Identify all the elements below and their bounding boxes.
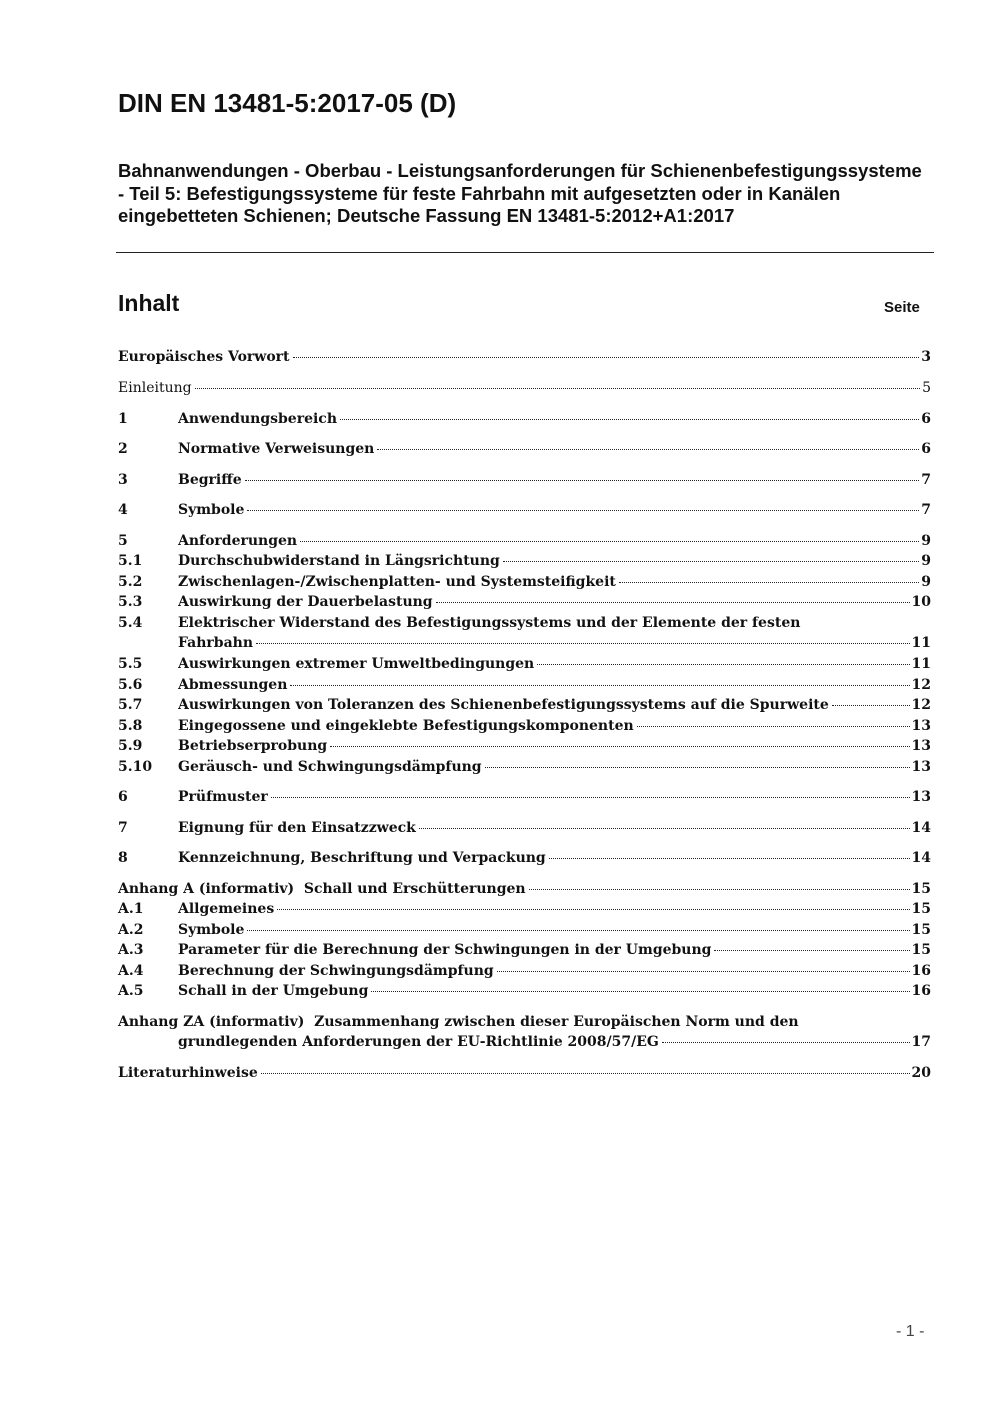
toc-entry-page: 7 xyxy=(921,472,931,488)
toc-entry-page: 12 xyxy=(911,677,931,693)
toc-entry-title: Symbole xyxy=(178,922,245,938)
toc-entry-number: 6 xyxy=(118,789,128,805)
toc-entry-annex-a[interactable] xyxy=(118,879,931,900)
toc-entry-a-5[interactable] xyxy=(118,981,931,1002)
toc-leader-dots xyxy=(247,509,919,511)
toc-entry-5-4[interactable] xyxy=(118,613,931,634)
toc-entry-page: 9 xyxy=(921,574,931,590)
toc-entry-number: A.3 xyxy=(118,942,144,958)
toc-entry-5-6[interactable] xyxy=(118,675,931,696)
toc-entry-title: Schall in der Umgebung xyxy=(178,983,369,999)
toc-entry-number: A.1 xyxy=(118,901,144,917)
toc-entry-5-7[interactable] xyxy=(118,695,931,716)
toc-entry-annex-za-continued[interactable] xyxy=(118,1032,931,1053)
toc-entry-title: Anforderungen xyxy=(178,533,298,549)
document-subtitle: Bahnanwendungen - Oberbau - Leistungsanforderungen für Schienenbefestigungssysteme - Teil 5: Befestigungssysteme für feste Fahrbahn mit aufgesetzten oder in Kanälen eingebetteten Schienen; Deutsche Fassung EN 13481-5:2012+A1:2017 xyxy=(118,160,922,226)
toc-entry-title: Anhang A (informativ) Schall und Erschütterungen xyxy=(118,881,526,897)
toc-entry-a-4[interactable] xyxy=(118,961,931,982)
toc-entry-5-3[interactable] xyxy=(118,592,931,613)
toc-entry-title: Auswirkungen von Toleranzen des Schienenbefestigungssystems auf die Spurweite xyxy=(178,697,829,713)
toc-entry-page: 14 xyxy=(911,850,931,866)
toc-entry-5-2[interactable] xyxy=(118,572,931,593)
toc-entry-5[interactable] xyxy=(118,531,931,552)
toc-entry-page: 13 xyxy=(911,759,931,775)
toc-entry-number: 5.10 xyxy=(118,759,153,775)
toc-leader-dots xyxy=(419,827,910,829)
toc-entry-number: 5.2 xyxy=(118,574,143,590)
toc-entry-title: Prüfmuster xyxy=(178,789,268,805)
toc-entry-2[interactable] xyxy=(118,439,931,460)
toc-entry-title: Anwendungsbereich xyxy=(178,411,337,427)
toc-entry-5-8[interactable] xyxy=(118,716,931,737)
toc-entry-title: Geräusch- und Schwingungsdämpfung xyxy=(178,759,482,775)
toc-entry-a-2[interactable] xyxy=(118,920,931,941)
page-number: - 1 - xyxy=(896,1323,925,1340)
toc-entry-title-line1: Anhang ZA (informativ) Zusammenhang zwischen dieser Europäischen Norm und den xyxy=(118,1014,799,1030)
toc-entry-number: 5.7 xyxy=(118,697,143,713)
toc-entry-title-line2: Fahrbahn xyxy=(178,635,254,651)
toc-entry-vorwort[interactable] xyxy=(118,347,931,368)
toc-entry-page: 16 xyxy=(911,963,931,979)
toc-leader-dots xyxy=(832,704,910,706)
toc-leader-dots xyxy=(330,745,909,747)
toc-entry-page: 12 xyxy=(911,697,931,713)
toc-entry-5-5[interactable] xyxy=(118,654,931,675)
toc-entry-5-9[interactable] xyxy=(118,736,931,757)
toc-leader-dots xyxy=(371,990,909,992)
toc-leader-dots xyxy=(247,929,909,931)
toc-entry-a-3[interactable] xyxy=(118,940,931,961)
toc-entry-number: 5.9 xyxy=(118,738,143,754)
toc-entry-page: 17 xyxy=(911,1034,931,1050)
toc-entry-page: 11 xyxy=(911,635,931,651)
toc-entry-title: Begriffe xyxy=(178,472,242,488)
toc-entry-page: 20 xyxy=(911,1065,931,1081)
toc-entry-title: Allgemeines xyxy=(178,901,275,917)
toc-leader-dots xyxy=(436,601,910,603)
toc-leader-dots xyxy=(537,663,909,665)
toc-leader-dots xyxy=(261,1072,910,1074)
toc-entry-3[interactable] xyxy=(118,470,931,491)
toc-entry-number: 7 xyxy=(118,820,128,836)
toc-leader-dots xyxy=(277,908,909,910)
toc-entry-title: Symbole xyxy=(178,502,245,518)
toc-entry-4[interactable] xyxy=(118,500,931,521)
toc-leader-dots xyxy=(497,970,910,972)
toc-entry-number: 5.3 xyxy=(118,594,143,610)
toc-page-column-label: Seite xyxy=(884,299,920,316)
toc-leader-dots xyxy=(714,949,909,951)
toc-entry-page: 15 xyxy=(911,881,931,897)
toc-entry-a-1[interactable] xyxy=(118,899,931,920)
toc-entry-title: Auswirkung der Dauerbelastung xyxy=(178,594,433,610)
toc-leader-dots xyxy=(377,448,919,450)
toc-entry-number: A.5 xyxy=(118,983,144,999)
toc-entry-title: Zwischenlagen-/Zwischenplatten- und Systemsteifigkeit xyxy=(178,574,616,590)
toc-entry-5-1[interactable] xyxy=(118,551,931,572)
toc-entry-number: 5.4 xyxy=(118,615,143,631)
toc-entry-6[interactable] xyxy=(118,787,931,808)
toc-entry-number: 1 xyxy=(118,411,128,427)
toc-entry-5-4-continued[interactable] xyxy=(118,633,931,654)
toc-entry-page: 11 xyxy=(911,656,931,672)
toc-entry-number: A.2 xyxy=(118,922,144,938)
toc-entry-title-line2: grundlegenden Anforderungen der EU-Richtlinie 2008/57/EG xyxy=(178,1034,659,1050)
toc-leader-dots xyxy=(485,766,910,768)
toc-entry-page: 13 xyxy=(911,738,931,754)
toc-leader-dots xyxy=(290,684,909,686)
toc-leader-dots xyxy=(340,418,919,420)
toc-leader-dots xyxy=(195,387,921,389)
toc-entry-page: 6 xyxy=(921,411,931,427)
toc-leader-dots xyxy=(503,560,919,562)
toc-leader-dots xyxy=(619,581,919,583)
toc-entry-7[interactable] xyxy=(118,818,931,839)
document-title: DIN EN 13481-5:2017-05 (D) xyxy=(118,88,457,118)
title-divider xyxy=(116,252,934,253)
toc-entry-page: 10 xyxy=(911,594,931,610)
toc-entry-5-10[interactable] xyxy=(118,757,931,778)
toc-leader-dots xyxy=(662,1041,910,1043)
toc-entry-number: 8 xyxy=(118,850,128,866)
toc-entry-number: 5.8 xyxy=(118,718,143,734)
toc-entry-page: 3 xyxy=(921,349,931,365)
toc-leader-dots xyxy=(300,540,919,542)
toc-entry-number: A.4 xyxy=(118,963,144,979)
toc-leader-dots xyxy=(271,796,910,798)
toc-entry-number: 3 xyxy=(118,472,128,488)
toc-entry-page: 13 xyxy=(911,718,931,734)
toc-entry-einleitung[interactable] xyxy=(118,378,931,399)
toc-entry-page: 16 xyxy=(911,983,931,999)
toc-entry-literaturhinweise[interactable] xyxy=(118,1063,931,1084)
toc-entry-number: 5.6 xyxy=(118,677,143,693)
toc-entry-page: 13 xyxy=(911,789,931,805)
toc-entry-number: 5.5 xyxy=(118,656,143,672)
toc-entry-page: 9 xyxy=(921,553,931,569)
toc-leader-dots xyxy=(293,356,920,358)
toc-entry-page: 15 xyxy=(911,942,931,958)
toc-entry-number: 4 xyxy=(118,502,128,518)
toc-entry-1[interactable] xyxy=(118,409,931,430)
toc-entry-title: Durchschubwiderstand in Längsrichtung xyxy=(178,553,500,569)
toc-entry-title: Abmessungen xyxy=(178,677,288,693)
toc-entry-title: Normative Verweisungen xyxy=(178,441,375,457)
toc-entry-annex-za[interactable] xyxy=(118,1012,931,1033)
toc-leader-dots xyxy=(245,479,920,481)
toc-entry-title: Kennzeichnung, Beschriftung und Verpackung xyxy=(178,850,546,866)
toc-leader-dots xyxy=(549,857,910,859)
toc-entry-title: Berechnung der Schwingungsdämpfung xyxy=(178,963,494,979)
toc-entry-page: 15 xyxy=(911,901,931,917)
toc-entry-number: 5.1 xyxy=(118,553,143,569)
toc-entry-title: Europäisches Vorwort xyxy=(118,349,290,365)
toc-entry-title: Auswirkungen extremer Umweltbedingungen xyxy=(178,656,535,672)
toc-entry-number: 2 xyxy=(118,441,128,457)
toc-entry-title: Literaturhinweise xyxy=(118,1065,258,1081)
toc-entry-page: 7 xyxy=(921,502,931,518)
toc-entry-title-line1: Elektrischer Widerstand des Befestigungssystems und der Elemente der festen xyxy=(178,615,801,631)
toc-entry-page: 5 xyxy=(922,380,931,396)
toc-entry-page: 15 xyxy=(911,922,931,938)
toc-heading: Inhalt xyxy=(118,290,180,316)
toc-entry-title: Einleitung xyxy=(118,380,192,396)
toc-entry-title: Betriebserprobung xyxy=(178,738,328,754)
toc-leader-dots xyxy=(529,888,910,890)
toc-leader-dots xyxy=(256,642,909,644)
toc-entry-page: 6 xyxy=(921,441,931,457)
toc-leader-dots xyxy=(637,725,910,727)
toc-entry-title: Eignung für den Einsatzzweck xyxy=(178,820,416,836)
toc-entry-page: 9 xyxy=(921,533,931,549)
toc-entry-number: 5 xyxy=(118,533,128,549)
toc-entry-page: 14 xyxy=(911,820,931,836)
toc-entry-title: Eingegossene und eingeklebte Befestigungskomponenten xyxy=(178,718,634,734)
toc-entry-title: Parameter für die Berechnung der Schwingungen in der Umgebung xyxy=(178,942,712,958)
toc-entry-8[interactable] xyxy=(118,848,931,869)
